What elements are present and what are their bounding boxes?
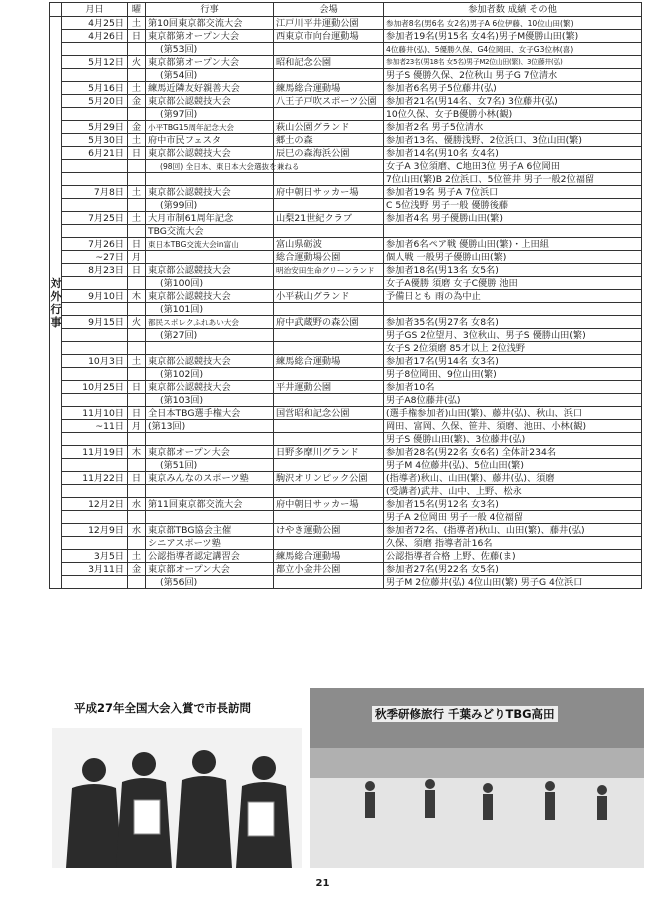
cell-date [62,485,128,498]
cell-dow [128,108,146,121]
cell-result: 参加者4名 男子優勝山田(繁) [384,212,642,225]
cell-venue [274,342,384,355]
table-row [50,238,642,251]
side-label [50,17,62,589]
cell-event: 府中市民フェスタ [146,134,274,147]
table-row [50,537,642,550]
cell-dow [128,342,146,355]
cell-event [146,485,274,498]
cell-event [146,511,274,524]
cell-venue [274,433,384,446]
autumn-trip-caption: 秋季研修旅行 千葉みどりTBG高田 [372,706,558,722]
cell-dow: 土 [128,17,146,30]
cell-event: (第13回) [146,420,274,433]
cell-venue [274,420,384,433]
cell-result: 参加者15名(男12名 女3名) [384,498,642,511]
table-row [50,95,642,108]
cell-result: 男子8位岡田、9位山田(繁) [384,368,642,381]
cell-result: 男子A 2位岡田 男子一般 4位福留 [384,511,642,524]
cell-dow [128,199,146,212]
side-label-text: 対外行事 [50,276,62,329]
table-row [50,199,642,212]
table-row [50,381,642,394]
cell-date [62,394,128,407]
cell-dow [128,173,146,186]
cell-venue [274,69,384,82]
table-row [50,43,642,56]
cell-event: (第51回) [146,459,274,472]
cell-date [62,199,128,212]
cell-result: 男子S 優勝山田(繁)、3位藤井(弘) [384,433,642,446]
table-row [50,524,642,537]
cell-event: (第102回) [146,368,274,381]
cell-dow [128,160,146,173]
table-row [50,108,642,121]
cell-venue [274,199,384,212]
cell-date: 5月29日 [62,121,128,134]
cell-venue [274,537,384,550]
cell-event: 都民スポレクふれあい大会 [146,316,274,329]
table-row [50,459,642,472]
cell-date: ~27日 [62,251,128,264]
cell-result: 参加者8名(男6名 女2名)男子A 6位伊藤、10位山田(繁) [384,17,642,30]
cell-date [62,342,128,355]
table-row [50,576,642,589]
table-row [50,329,642,342]
table-row [50,407,642,420]
cell-dow [128,433,146,446]
cell-result: 女子A優勝 須磨 女子C優勝 池田 [384,277,642,290]
cell-result: 参加者6名ペア戦 優勝山田(繁)・上田組 [384,238,642,251]
cell-event: 東京都TBG協会主催 [146,524,274,537]
cell-result: 参加者2名 男子5位清水 [384,121,642,134]
autumn-trip-photo [310,688,644,868]
cell-event: 東日本TBG交流大会in富山 [146,238,274,251]
cell-event: 第10回東京都交流大会 [146,17,274,30]
cell-event: 東京都公認競技大会 [146,264,274,277]
table-row [50,316,642,329]
table-header-row [50,3,642,17]
cell-date: 7月8日 [62,186,128,199]
cell-venue: 練馬総合運動場 [274,355,384,368]
table-row [50,472,642,485]
cell-result: 参加者17名(男14名 女3名) [384,355,642,368]
cell-venue [274,329,384,342]
cell-result: 参加者6名男子5位藤井(弘) [384,82,642,95]
cell-result: 参加者10名 [384,381,642,394]
cell-result: 女子S 2位須磨 85才以上 2位浅野 [384,342,642,355]
cell-dow: 金 [128,95,146,108]
cell-dow: 土 [128,355,146,368]
cell-event [146,251,274,264]
table-row [50,420,642,433]
cell-result: 参加者14名(男10名 女4名) [384,147,642,160]
cell-event: TBG交流大会 [146,225,274,238]
table-row [50,433,642,446]
cell-result: (受講者)武井、山中、上野、松永 [384,485,642,498]
cell-venue: 山梨21世紀クラブ [274,212,384,225]
cell-venue: 都立小金井公園 [274,563,384,576]
cell-result: 参加者19名 男子A 7位浜口 [384,186,642,199]
table-row [50,355,642,368]
cell-result [384,225,642,238]
table-row [50,290,642,303]
table-row [50,225,642,238]
cell-venue: 江戸川平井運動公園 [274,17,384,30]
cell-venue: 総合運動場公園 [274,251,384,264]
cell-date: 4月26日 [62,30,128,43]
cell-event: 東京みんなのスポーツ塾 [146,472,274,485]
cell-event: 小平TBG15周年記念大会 [146,121,274,134]
table-row [50,394,642,407]
cell-event [146,342,274,355]
cell-result: 4位藤井(弘)、5優勝久保、G4位岡田、女子G3位林(喜) [384,43,642,56]
cell-result: 参加者21名(男14名、女7名) 3位藤井(弘) [384,95,642,108]
cell-venue [274,277,384,290]
cell-dow [128,225,146,238]
cell-result: 男子S 優勝久保、2位秋山 男子G 7位清水 [384,69,642,82]
cell-dow: 金 [128,563,146,576]
cell-result: 10位久保、女子B優勝小林(観) [384,108,642,121]
cell-venue: 平井運動公園 [274,381,384,394]
cell-dow [128,277,146,290]
cell-event: (第54回) [146,69,274,82]
table-row [50,550,642,563]
cell-event: 東京都公認競技大会 [146,95,274,108]
cell-date: 5月12日 [62,56,128,69]
cell-date [62,459,128,472]
cell-dow [128,329,146,342]
cell-venue [274,303,384,316]
cell-venue: 府中朝日サッカー場 [274,186,384,199]
table-row [50,446,642,459]
table-row [50,56,642,69]
cell-result [384,303,642,316]
cell-result: 参加者28名(男22名 女6名) 全体計234名 [384,446,642,459]
schedule-table [49,2,642,589]
cell-result: C 5位浅野 男子一般 優勝後藤 [384,199,642,212]
cell-date: 3月11日 [62,563,128,576]
cell-date: 12月9日 [62,524,128,537]
cell-event: 東京都オープン大会 [146,563,274,576]
cell-event [146,433,274,446]
cell-result: 参加者18名(男13名 女5名) [384,264,642,277]
table-row [50,160,642,173]
cell-date: 9月15日 [62,316,128,329]
cell-venue: 明治安田生命グリーンランド [274,264,384,277]
cell-dow: 日 [128,264,146,277]
cell-venue: 府中武蔵野の森公園 [274,316,384,329]
table-row [50,303,642,316]
cell-event: 東京都オープン大会 [146,446,274,459]
cell-dow: 火 [128,316,146,329]
cell-dow [128,303,146,316]
cell-dow [128,394,146,407]
cell-result: 個人戦 一般男子優勝山田(繁) [384,251,642,264]
cell-dow: 土 [128,550,146,563]
cell-date [62,173,128,186]
cell-venue [274,576,384,589]
cell-event: 東京都公認競技大会 [146,290,274,303]
cell-venue: 西東京市向台運動場 [274,30,384,43]
cell-date [62,511,128,524]
cell-venue [274,43,384,56]
cell-event: 練馬近隣友好親善大会 [146,82,274,95]
cell-date: 7月25日 [62,212,128,225]
cell-event: (第56回) [146,576,274,589]
cell-date [62,108,128,121]
cell-dow [128,511,146,524]
cell-event: (第53回) [146,43,274,56]
cell-dow: 土 [128,212,146,225]
cell-venue [274,511,384,524]
header-event: 行事 [146,3,274,17]
cell-date: 12月2日 [62,498,128,511]
cell-date: 11月19日 [62,446,128,459]
cell-date: 5月20日 [62,95,128,108]
cell-dow: 木 [128,446,146,459]
table-row [50,147,642,160]
cell-date: 9月10日 [62,290,128,303]
cell-event: (第103回) [146,394,274,407]
cell-event: 東京都公認競技大会 [146,355,274,368]
schedule-body [50,17,642,589]
cell-date [62,303,128,316]
cell-date: 4月25日 [62,17,128,30]
table-row [50,134,642,147]
cell-result: (選手権参加者)山田(繁)、藤井(弘)、秋山、浜口 [384,407,642,420]
cell-date [62,277,128,290]
cell-event: 東京都公認競技大会 [146,147,274,160]
cell-event: (第100回) [146,277,274,290]
table-row [50,173,642,186]
cell-event: シニアスポーツ塾 [146,537,274,550]
cell-result: (指導者)秋山、山田(繁)、藤井(弘)、須磨 [384,472,642,485]
cell-date: 5月30日 [62,134,128,147]
cell-dow: 水 [128,524,146,537]
cell-date: 3月5日 [62,550,128,563]
cell-event: 東京都公認競技大会 [146,381,274,394]
cell-result: 岡田、富岡、久保、笹井、須磨、池田、小林(観) [384,420,642,433]
cell-venue [274,394,384,407]
cell-date: 10月25日 [62,381,128,394]
header-dow: 曜 [128,3,146,17]
table-row [50,563,642,576]
cell-dow [128,43,146,56]
cell-event: 大月市制61周年記念 [146,212,274,225]
cell-date [62,329,128,342]
cell-result: 予備日とも 雨の為中止 [384,290,642,303]
cell-dow: 土 [128,134,146,147]
cell-dow [128,576,146,589]
cell-venue [274,173,384,186]
table-row [50,30,642,43]
table-row [50,498,642,511]
cell-dow: 水 [128,498,146,511]
cell-result: 参加者13名、優勝浅野、2位浜口、3位山田(繁) [384,134,642,147]
table-row [50,511,642,524]
mayor-visit-caption: 平成27年全国大会入賞で市長訪問 [74,701,252,715]
cell-result: 男子M 4位藤井(弘)、5位山田(繁) [384,459,642,472]
cell-venue: けやき運動公園 [274,524,384,537]
cell-date: 11月22日 [62,472,128,485]
cell-dow: 月 [128,420,146,433]
cell-date: 10月3日 [62,355,128,368]
cell-venue: 八王子戸吹スポーツ公園 [274,95,384,108]
cell-date [62,43,128,56]
cell-venue: 郷土の森 [274,134,384,147]
cell-date [62,69,128,82]
mayor-visit-photo [52,688,302,868]
cell-venue: 富山県砺波 [274,238,384,251]
cell-event: (98回) 全日本、東日本大会選抜を兼ねる [146,160,274,173]
table-row [50,186,642,199]
cell-event: 東京都第オープン大会 [146,30,274,43]
cell-venue: 府中朝日サッカー場 [274,498,384,511]
table-row [50,251,642,264]
cell-result: 参加者19名(男15名 女4名)男子M優勝山田(繁) [384,30,642,43]
cell-date [62,433,128,446]
cell-result: 公認指導者合格 上野、佐藤(ま) [384,550,642,563]
cell-venue: 小平萩山グランド [274,290,384,303]
cell-date: 8月23日 [62,264,128,277]
cell-dow [128,368,146,381]
cell-result: 参加者72名、(指導者)秋山、山田(繁)、藤井(弘) [384,524,642,537]
cell-venue [274,368,384,381]
cell-dow: 日 [128,407,146,420]
table-row [50,485,642,498]
header-result: 参加者数 成績 その他 [384,3,642,17]
table-row [50,368,642,381]
table-row [50,82,642,95]
page-number: 21 [315,878,330,889]
cell-event: (第97回) [146,108,274,121]
cell-result: 男子M 2位藤井(弘) 4位山田(繁) 男子G 4位浜口 [384,576,642,589]
cell-dow: 木 [128,290,146,303]
table-row [50,212,642,225]
cell-date [62,160,128,173]
cell-dow [128,69,146,82]
cell-date [62,368,128,381]
cell-venue: 萩山公園グランド [274,121,384,134]
cell-dow: 日 [128,147,146,160]
cell-venue [274,225,384,238]
cell-event: (第101回) [146,303,274,316]
cell-date: ~11日 [62,420,128,433]
cell-result: 参加者35名(男27名 女8名) [384,316,642,329]
cell-date [62,225,128,238]
cell-dow: 土 [128,82,146,95]
cell-venue: 昭和記念公園 [274,56,384,69]
cell-date: 5月16日 [62,82,128,95]
cell-event: 公認指導者認定講習会 [146,550,274,563]
cell-venue: 駒沢オリンピック公園 [274,472,384,485]
cell-result: 男子GS 2位望月、3位秋山、男子S 優勝山田(繁) [384,329,642,342]
table-row [50,17,642,30]
header-date: 月日 [62,3,128,17]
table-row [50,264,642,277]
cell-venue: 練馬総合運動場 [274,82,384,95]
cell-date [62,537,128,550]
cell-result: 7位山田(繁)B 2位浜口、5位笹井 男子一般2位福留 [384,173,642,186]
cell-result: 参加者27名(男22名 女5名) [384,563,642,576]
cell-event: 第11回東京都交流大会 [146,498,274,511]
cell-date: 7月26日 [62,238,128,251]
cell-date: 6月21日 [62,147,128,160]
cell-dow: 土 [128,186,146,199]
header-venue: 会場 [274,3,384,17]
cell-dow: 日 [128,381,146,394]
cell-result: 久保、須磨 指導者計16名 [384,537,642,550]
cell-dow [128,485,146,498]
cell-result: 男子A8位藤井(弘) [384,394,642,407]
cell-date: 11月10日 [62,407,128,420]
cell-dow: 月 [128,251,146,264]
cell-dow [128,459,146,472]
cell-venue [274,485,384,498]
cell-dow: 日 [128,238,146,251]
cell-event [146,173,274,186]
cell-result: 女子A 3位須磨、C地田3位 男子A 6位岡田 [384,160,642,173]
cell-venue [274,459,384,472]
cell-event: 全日本TBG選手権大会 [146,407,274,420]
cell-venue: 練馬総合運動場 [274,550,384,563]
cell-event: (第99回) [146,199,274,212]
cell-dow: 日 [128,30,146,43]
header-blank [50,3,62,17]
cell-dow: 火 [128,56,146,69]
cell-event: 東京都公認競技大会 [146,186,274,199]
cell-dow [128,537,146,550]
table-row [50,277,642,290]
cell-venue [274,108,384,121]
cell-event: 東京都第オープン大会 [146,56,274,69]
cell-venue: 国営昭和記念公園 [274,407,384,420]
cell-dow: 金 [128,121,146,134]
cell-venue: 辰巳の森海浜公園 [274,147,384,160]
cell-venue: 日野多摩川グランド [274,446,384,459]
cell-result: 参加者23名(男18名 女5名)男子M2位山田(繁)、3位藤井(弘) [384,56,642,69]
table-row [50,342,642,355]
cell-event: (第27回) [146,329,274,342]
cell-dow: 日 [128,472,146,485]
table-row [50,69,642,82]
table-row [50,121,642,134]
cell-date [62,576,128,589]
